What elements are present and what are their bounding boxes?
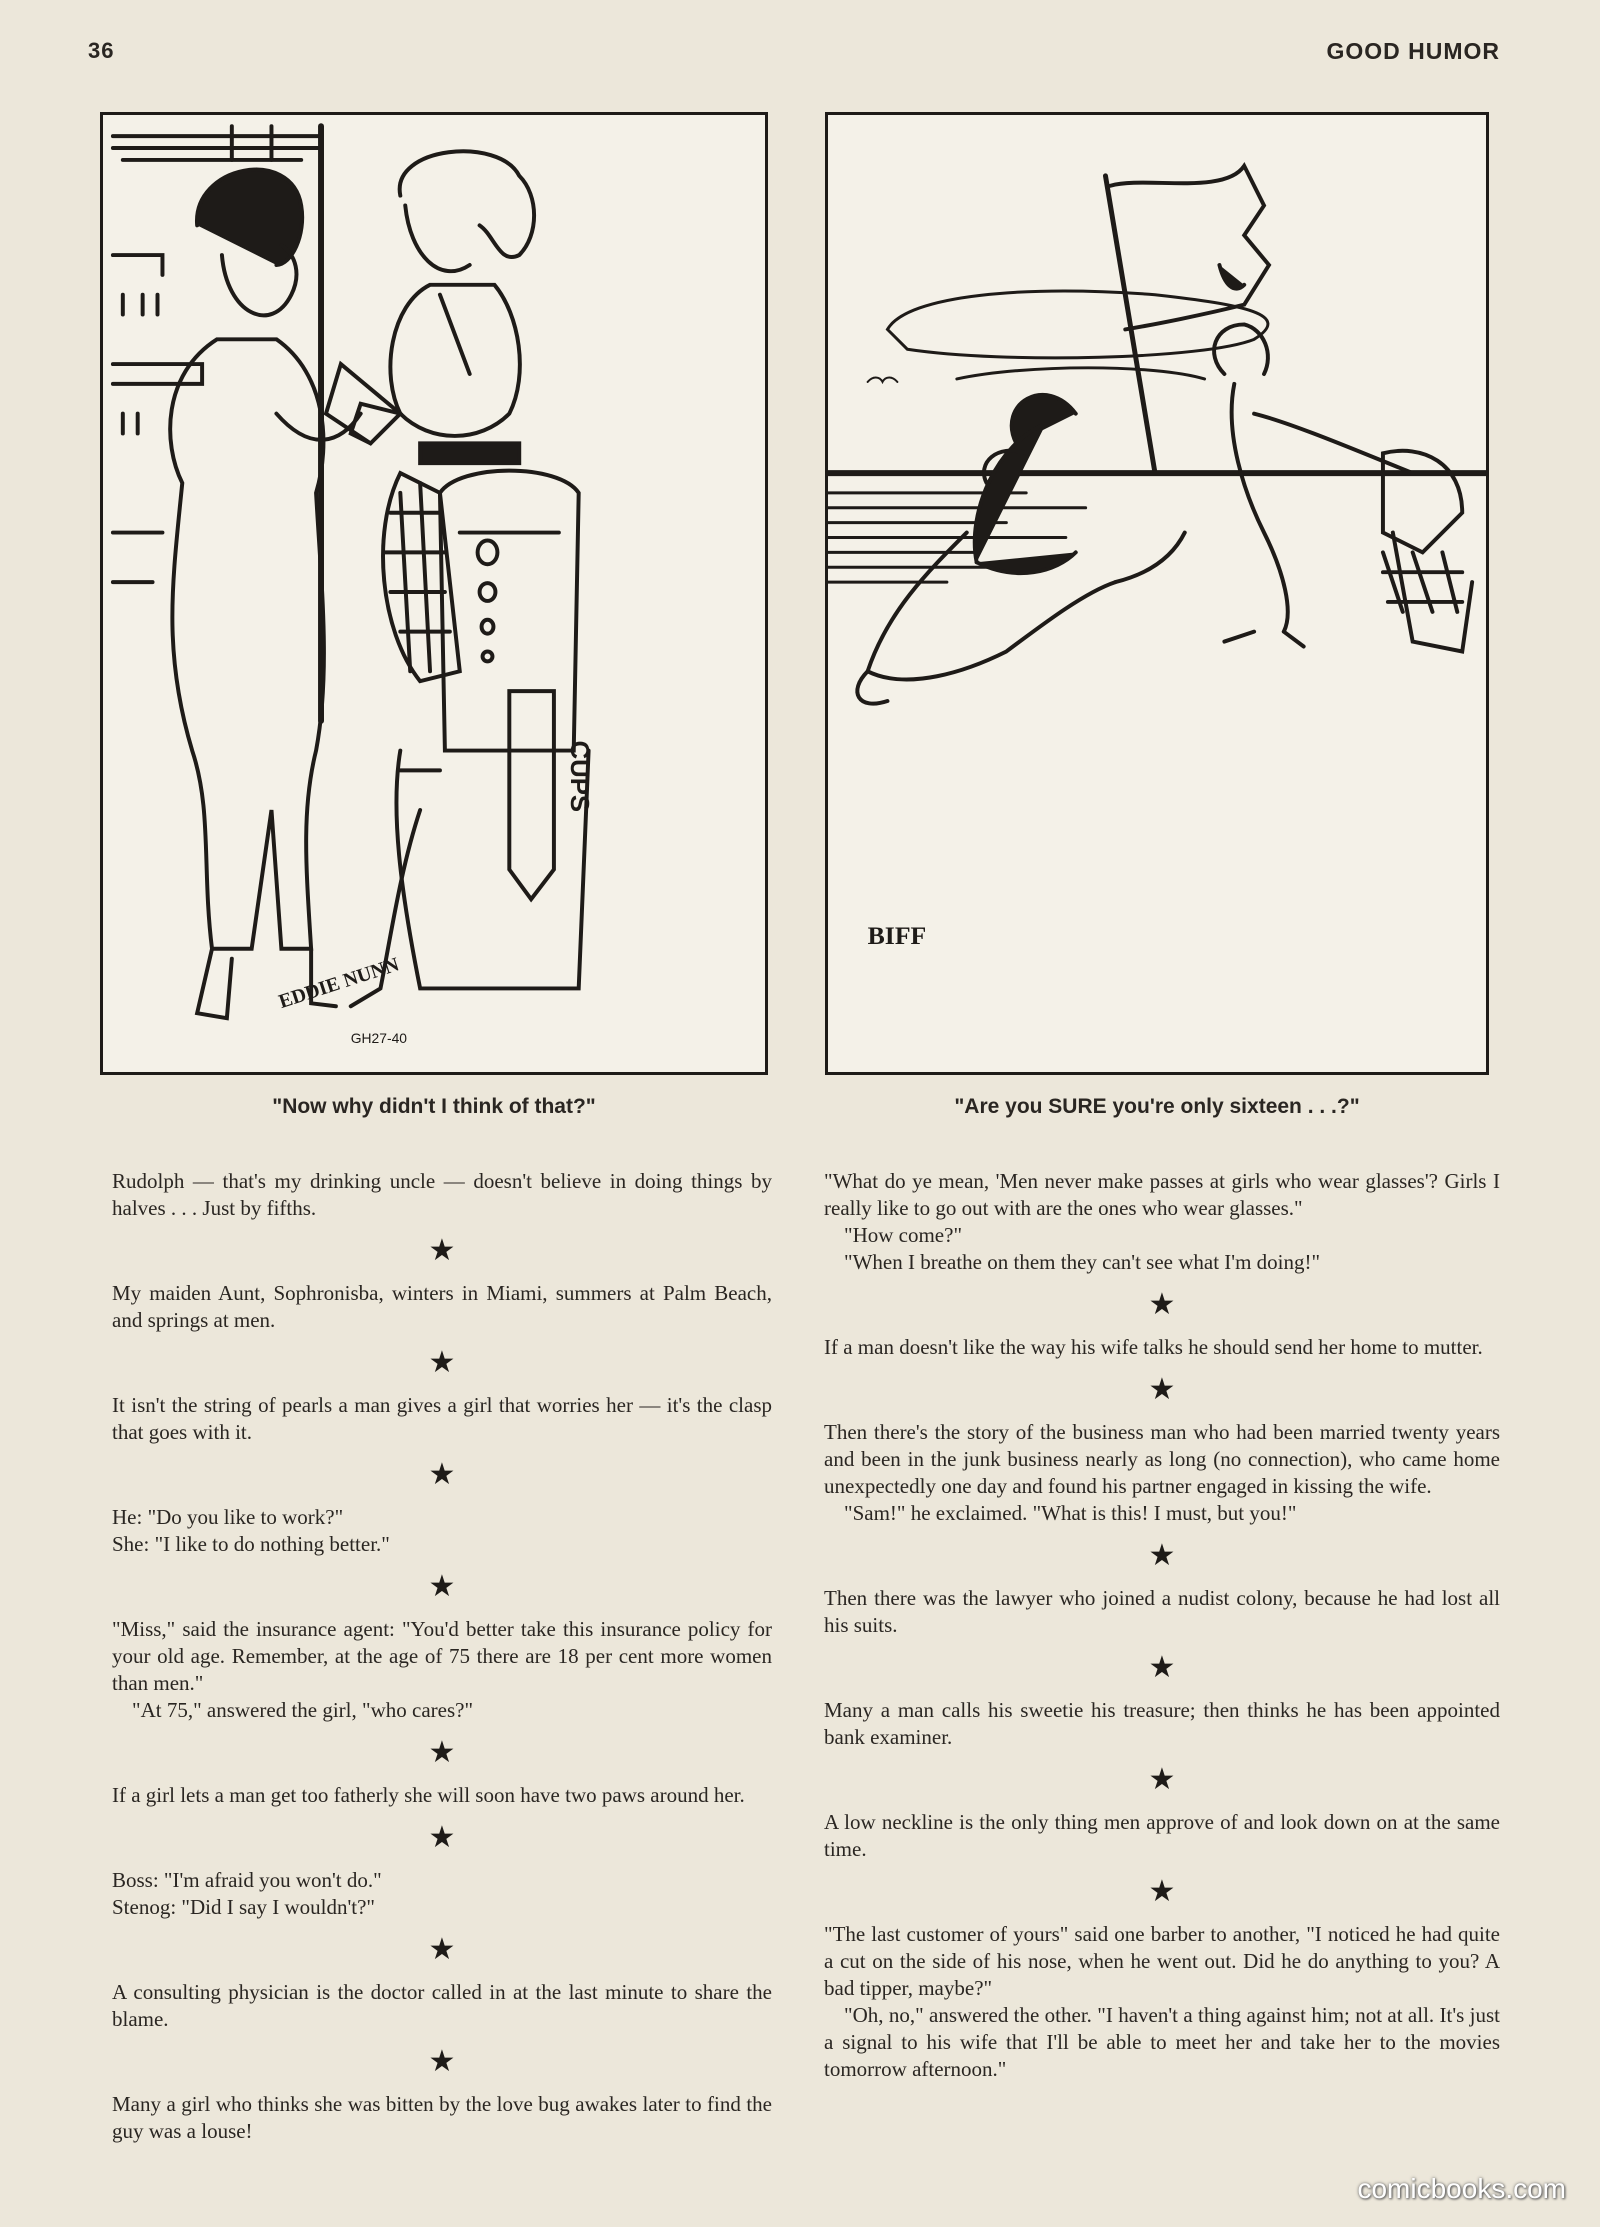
joke-text: A low neckline is the only thing men approve of and look down on at the same time. (824, 1810, 1500, 1861)
star-separator-icon: ★ (428, 1821, 456, 1854)
joke-text: Many a girl who thinks she was bitten by the love bug awakes later to find the guy was a louse! (112, 2092, 772, 2143)
star-separator-icon: ★ (428, 1458, 456, 1491)
cartoon-illustration-beach (828, 115, 1486, 1072)
caption-left: "Now why didn't I think of that?" (272, 1095, 596, 1118)
star-separator-icon: ★ (1148, 1539, 1176, 1572)
star-separator-icon: ★ (1148, 1651, 1176, 1684)
joke-text: "The last customer of yours" said one barber to another, "I noticed he had quite a cut on the side of his nose, when he went out. Did he do anything to you? A bad tipper, maybe?" (824, 1922, 1500, 2000)
joke-item (824, 1697, 1500, 1751)
star-separator-icon: ★ (428, 1346, 456, 1379)
joke-text: "How come?" (844, 1223, 963, 1247)
joke-text: "Miss," said the insurance agent: "You'd better take this insurance policy for your old age. Remember, at the age of 75 there are 18 per cent more women than men." (112, 1617, 772, 1695)
star-separator-icon: ★ (428, 1933, 456, 1966)
joke-text: Many a man calls his sweetie his treasure; then thinks he has been appointed bank examiner. (824, 1698, 1500, 1749)
star-separator-icon: ★ (428, 1234, 456, 1267)
joke-text: "Oh, no," answered the other. "I haven't a thing against him; not at all. It's just a signal to his wife that I'll be able to meet her and take her to the movies tomorrow afternoon." (824, 2003, 1500, 2081)
joke-text: Then there's the story of the business man who had been married twenty years and been in the junk business nearly as long (no connection), who came home unexpectedly one day and found his partner engaged in kissing the wife. (824, 1420, 1500, 1498)
joke-item (824, 1334, 1500, 1361)
watermark: comicbooks.com (1357, 2173, 1566, 2204)
cartoon-signature-biff: BIFF (867, 920, 927, 950)
cartoon-signature-eddie-nunn: EDDIE NUNN (276, 953, 402, 1013)
star-separator-icon: ★ (1148, 1288, 1176, 1321)
joke-text: A consulting physician is the doctor called in at the last minute to share the blame. (112, 1980, 772, 2031)
joke-text: She: "I like to do nothing better." (112, 1532, 390, 1556)
joke-text: "What do ye mean, 'Men never make passes at girls who wear glasses'? Girls I really like to go out with are the ones who wear glasses." (824, 1169, 1500, 1220)
star-separator-icon: ★ (1148, 1875, 1176, 1908)
joke-item (824, 1168, 1500, 1276)
jokes-column-right (824, 1168, 1500, 2083)
cartoon-code: GH27-40 (350, 1029, 408, 1046)
joke-text: "Sam!" he exclaimed. "What is this! I must, but you!" (844, 1501, 1297, 1525)
page-number: 36 (88, 38, 115, 63)
star-separator-icon: ★ (1148, 1763, 1176, 1796)
joke-item (112, 2091, 772, 2145)
cups-label: CUPS (564, 740, 593, 813)
star-separator-icon: ★ (1148, 1373, 1176, 1406)
joke-text: Stenog: "Did I say I wouldn't?" (112, 1895, 375, 1919)
star-separator-icon: ★ (428, 1570, 456, 1603)
joke-item (824, 1809, 1500, 1863)
joke-text: My maiden Aunt, Sophronisba, winters in Miami, summers at Palm Beach, and springs at men. (112, 1281, 772, 1332)
page-header (88, 38, 1500, 78)
joke-item (824, 1419, 1500, 1527)
joke-item (112, 1280, 772, 1334)
joke-text: Then there was the lawyer who joined a nudist colony, because he had lost all his suits. (824, 1586, 1500, 1637)
caption-right: "Are you SURE you're only sixteen . . .?" (954, 1095, 1360, 1118)
joke-item (824, 1921, 1500, 2083)
jokes-column-left (112, 1168, 772, 2145)
joke-item (112, 1867, 772, 1921)
joke-text: If a man doesn't like the way his wife talks he should send her home to mutter. (824, 1335, 1483, 1359)
cartoon-panel-left (100, 112, 768, 1075)
star-separator-icon: ★ (428, 2045, 456, 2078)
joke-item (824, 1585, 1500, 1639)
joke-item (112, 1168, 772, 1222)
joke-item (112, 1504, 772, 1558)
joke-text: "At 75," answered the girl, "who cares?" (132, 1698, 474, 1722)
joke-text: If a girl lets a man get too fatherly she will soon have two paws around her. (112, 1783, 745, 1807)
joke-item (112, 1782, 772, 1809)
joke-text: He: "Do you like to work?" (112, 1505, 344, 1529)
star-separator-icon: ★ (428, 1736, 456, 1769)
joke-item (112, 1616, 772, 1724)
joke-text: "When I breathe on them they can't see what I'm doing!" (844, 1250, 1321, 1274)
cartoon-illustration-office (103, 115, 765, 1072)
joke-item (112, 1979, 772, 2033)
joke-text: Boss: "I'm afraid you won't do." (112, 1868, 382, 1892)
joke-text: It isn't the string of pearls a man gives a girl that worries her — it's the clasp that goes with it. (112, 1393, 772, 1444)
joke-text: Rudolph — that's my drinking uncle — doesn't believe in doing things by halves . . . Just by fifths. (112, 1169, 772, 1220)
magazine-title: GOOD HUMOR (1326, 38, 1500, 64)
cartoon-panel-right (825, 112, 1489, 1075)
joke-item (112, 1392, 772, 1446)
